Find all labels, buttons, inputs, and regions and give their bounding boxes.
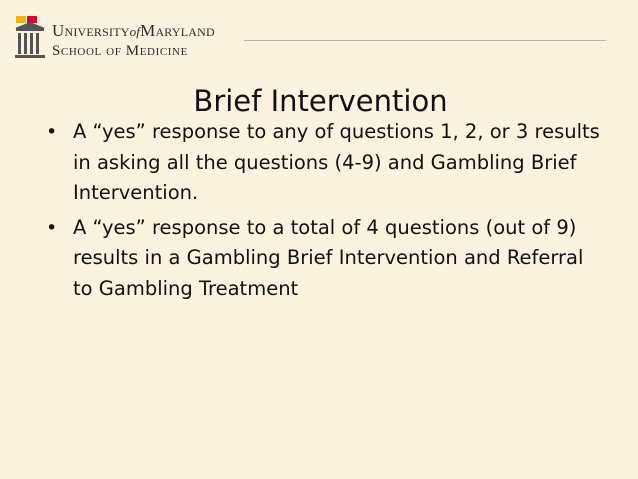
logo-wordmark	[52, 22, 215, 60]
logo-of-word: of	[129, 24, 141, 39]
bullet-item	[44, 213, 604, 305]
header-divider	[244, 40, 606, 41]
logo-school-name: School of Medicine	[52, 43, 188, 59]
slide-title	[0, 84, 638, 118]
bullet-text: A “yes” response to any of questions 1, 2, or 3 results in asking all the questions (4-9) and Gambling Brief Intervention.	[73, 120, 600, 204]
bullet-item	[44, 117, 604, 209]
bullet-text: A “yes” response to a total of 4 questions (out of 9) results in a Gambling Brief Intervention and Referral to Gambling Treatment	[73, 215, 584, 300]
logo-university-name	[52, 22, 215, 41]
bullet-marker: •	[46, 121, 58, 143]
bullet-list	[44, 117, 604, 308]
university-shield-icon	[14, 14, 46, 62]
logo-maryland-word: Maryland	[140, 21, 215, 40]
logo-university-word: University	[52, 21, 130, 40]
slide-title-text: Brief Intervention	[193, 84, 448, 118]
bullet-marker: •	[46, 216, 58, 239]
